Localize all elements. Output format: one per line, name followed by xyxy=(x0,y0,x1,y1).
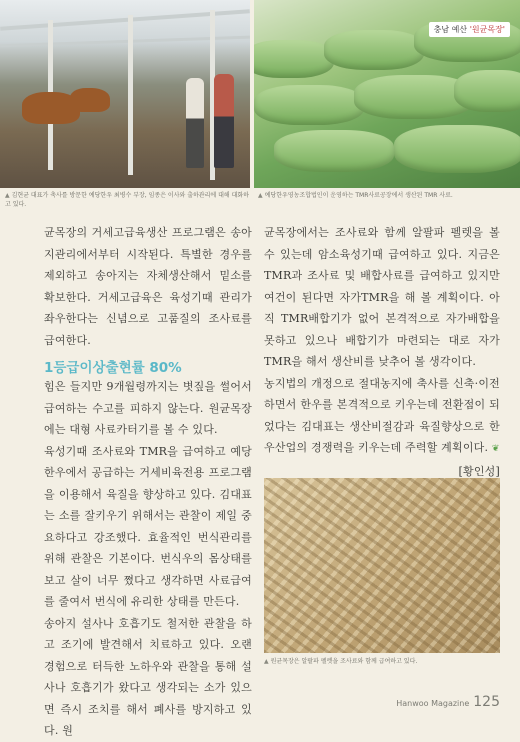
person xyxy=(214,74,234,168)
section-heading: 1등급이상출현률 80% xyxy=(44,360,182,376)
triangle-icon: ▲ xyxy=(5,192,10,199)
feed-bag xyxy=(324,30,424,70)
barn-caption xyxy=(5,191,250,209)
magazine-name: Hanwoo Magazine xyxy=(396,699,470,708)
left-column-top xyxy=(44,222,252,351)
body-paragraph: 농지법의 개정으로 절대농지에 축사를 신축·이전하면서 한우를 본격적으로 키우는데 전환점이 되었다는 김대표는 생산비절감과 육질향상으로 한우산업의 경쟁력을 키우는데 주력할 계획이다. xyxy=(264,376,500,454)
bags-caption-text: 예당한우영농조합법인이 운영하는 TMR사료공장에서 생산된 TMR 사료. xyxy=(264,192,453,199)
photo-pellets xyxy=(264,478,500,653)
cow xyxy=(70,88,110,112)
pellets-caption-text: 원균목장은 알팔파 펠렛을 조사료와 함께 급여하고 있다. xyxy=(270,658,418,665)
feed-bag xyxy=(254,85,364,125)
author-credit: [황인성] xyxy=(458,464,500,478)
feed-bag xyxy=(454,70,520,112)
feed-bag xyxy=(394,125,520,173)
barn-caption-text: 김현균 대표가 축사를 방문한 예당한우 최병수 부장, 임종은 이사와 출하관리에 대해 대화하고 있다. xyxy=(5,192,249,208)
body-paragraph: 육성기때 조사료와 TMR을 급여하고 예당한우에서 공급하는 거세비육전용 프로그램을 이용해서 육질을 향상하고 있다. 김대표는 소를 잘키우기 위해서는 관찰이 제일 중요하다고 강조했다. 효율적인 번식관리를 위해 관찰은 기본이다. 번식우의 몸상태를 보고 살이 너무 쪘다고 생각하면 사료급여를 줄여서 번식에 유리한 상태를 만든다. xyxy=(44,444,252,608)
triangle-icon: ▲ xyxy=(264,658,269,665)
right-column xyxy=(264,222,500,482)
feed-bag xyxy=(254,40,334,78)
page-number: 125 xyxy=(473,694,500,710)
barn-post xyxy=(128,15,133,175)
location-tag-name: '원균목장' xyxy=(469,25,505,34)
person xyxy=(186,78,204,168)
triangle-icon: ▲ xyxy=(258,192,263,199)
photo-feed-bags xyxy=(254,0,520,188)
photo-barn xyxy=(0,0,250,188)
body-paragraph: 힘은 들지만 9개월령까지는 볏짚을 썰어서 급여하는 수고를 피하지 않는다. 원균목장에는 대형 사료카터기를 볼 수 있다. xyxy=(44,380,252,436)
left-column-bottom xyxy=(44,376,252,742)
body-paragraph: 균목장에서는 조사료와 함께 알팔파 펠렛을 볼 수 있는데 암소육성기때 급여하고 있다. 지금은 TMR과 조사료 및 배합사료를 급여하고 있지만 여건이 된다면 자가TMR을 해 볼 계획이다. 아직 TMR배합기가 없어 본격적으로 자가배합을 못하고 있으나 배합기가 마련되는 대로 자가TMR을 해서 생산비를 낮추어 볼 생각이다. xyxy=(264,226,500,368)
pellets-caption xyxy=(264,657,500,666)
page-footer xyxy=(396,691,500,710)
body-paragraph: 균목장의 거세고급육생산 프로그램은 송아지관리에서부터 시작된다. 특별한 경우를 제외하고 송아지는 자체생산해서 밑소를 확보한다. 거세고급육은 육성기때 관리가 좌우한다는 신념으로 고품질의 조사료를 급여한다. xyxy=(44,226,252,347)
location-tag xyxy=(429,22,510,37)
feed-bag xyxy=(274,130,394,172)
leaf-icon: ❦ xyxy=(491,444,500,454)
bags-caption xyxy=(258,191,468,200)
location-tag-region: 충남 예산 xyxy=(433,25,468,34)
body-paragraph: 송아지 설사나 호흡기도 철저한 관찰을 하고 조기에 발견해서 치료하고 있다. 오랜 경험으로 터득한 노하우와 관찰을 통해 설사나 호흡기가 왔다고 생각되는 소가 있으면 즉시 조치를 해서 폐사를 방지하고 있다. 원 xyxy=(44,616,252,737)
